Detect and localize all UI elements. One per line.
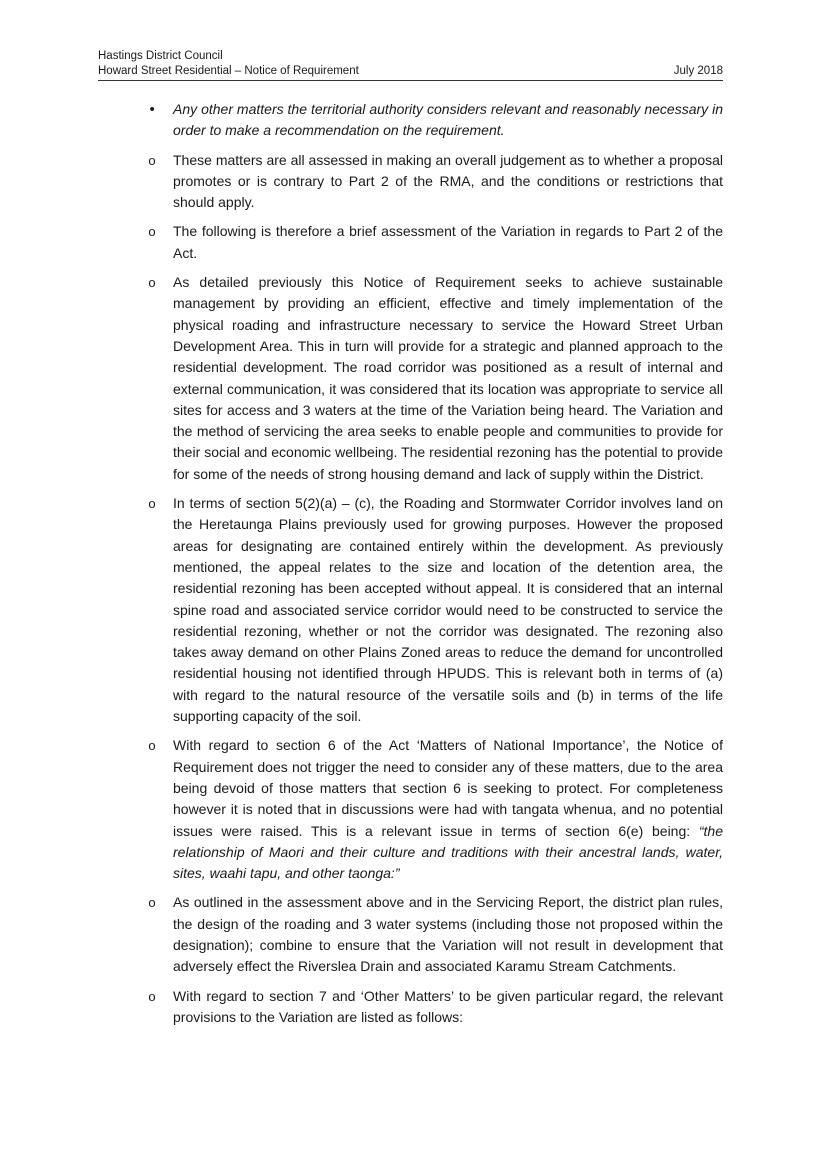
- item-text: As outlined in the assessment above and in the Servicing Report, the district plan rules, the design of the roading and 3 water systems (including those not proposed within the designation); combine to ensure that the Variation will not result in development that adversely effect the Riverslea Drain and associated Karamu Stream Catchments.: [173, 894, 723, 975]
- item-text: These matters are all assessed in making an overall judgement as to whether a proposal promotes or is contrary to Part 2 of the RMA, and the conditions or restrictions that should apply.: [173, 151, 723, 211]
- bullet-marker: •: [149, 101, 155, 118]
- item-text: With regard to section 7 and ‘Other Matters’ to be given particular regard, the relevant provisions to the Variation are listed as follows:: [173, 987, 723, 1025]
- circle-marker: o: [148, 275, 156, 291]
- list-item: [98, 221, 723, 264]
- list-item: [98, 892, 723, 977]
- list-item: [98, 493, 723, 727]
- item-text: The following is therefore a brief assessment of the Variation in regards to Part 2 of the Act.: [173, 223, 723, 261]
- header-date: July 2018: [673, 65, 723, 77]
- circle-marker: o: [148, 152, 156, 168]
- list-item: [98, 986, 723, 1029]
- circle-marker: o: [148, 738, 156, 754]
- page-header: [98, 49, 723, 81]
- list-item: [98, 99, 723, 142]
- header-row: [98, 64, 723, 81]
- item-quote: “the relationship of Maori and their culture and traditions with their ancestral lands, water, sites, waahi tapu, and other taonga:”: [173, 822, 723, 882]
- item-text: With regard to section 6 of the Act ‘Matters of National Importance’, the Notice of Requirement does not trigger the need to consider any of these matters, due to the area being devoid of those matters that section 6 is seeking to protect. For completeness however it is noted that in discussions were had with tangata whenua, and no potential issues were raised. This is a relevant issue in terms of section 6(e) being:: [173, 737, 723, 839]
- circle-marker: o: [148, 496, 156, 512]
- circle-marker: o: [148, 988, 156, 1004]
- document-body: [98, 99, 723, 1036]
- circle-marker: o: [148, 224, 156, 240]
- item-text: As detailed previously this Notice of Requirement seeks to achieve sustainable management by providing an efficient, effective and timely implementation of the physical roading and infrastructure necessary to service the Howard Street Urban Development Area. This in turn will provide for a strategic and planned approach to the residential development. The road corridor was positioned as a result of internal and external communication, it was considered that its location was appropriate to service all sites for access and 3 waters at the time of the Variation being heard. The Variation and the method of servicing the area seeks to enable people and communities to provide for their social and economic wellbeing. The residential rezoning has the potential to provide for some of the needs of strong housing demand and lack of supply within the District.: [173, 274, 723, 482]
- list-item: [98, 735, 723, 884]
- header-doc-title: Howard Street Residential – Notice of Requirement: [98, 65, 359, 77]
- item-text: In terms of section 5(2)(a) – (c), the Roading and Stormwater Corridor involves land on the Heretaunga Plains previously used for growing purposes. However the proposed areas for designating are contained entirely within the development. As previously mentioned, the appeal relates to the size and location of the detention area, the residential rezoning has been accepted without appeal. It is considered that an internal spine road and associated service corridor would need to be constructed to service the residential rezoning, whether or not the corridor was designated. The rezoning also takes away demand on other Plains Zoned areas to reduce the demand for uncontrolled residential housing not identified through HPUDS. This is relevant both in terms of (a) with regard to the natural resource of the versatile soils and (b) in terms of the life supporting capacity of the soil.: [173, 495, 723, 725]
- list-item: [98, 150, 723, 214]
- header-org: Hastings District Council: [98, 50, 223, 62]
- item-text: Any other matters the territorial authority considers relevant and reasonably necessary in order to make a recommendation on the requirement.: [173, 101, 723, 139]
- circle-marker: o: [148, 895, 156, 911]
- list-item: [98, 272, 723, 485]
